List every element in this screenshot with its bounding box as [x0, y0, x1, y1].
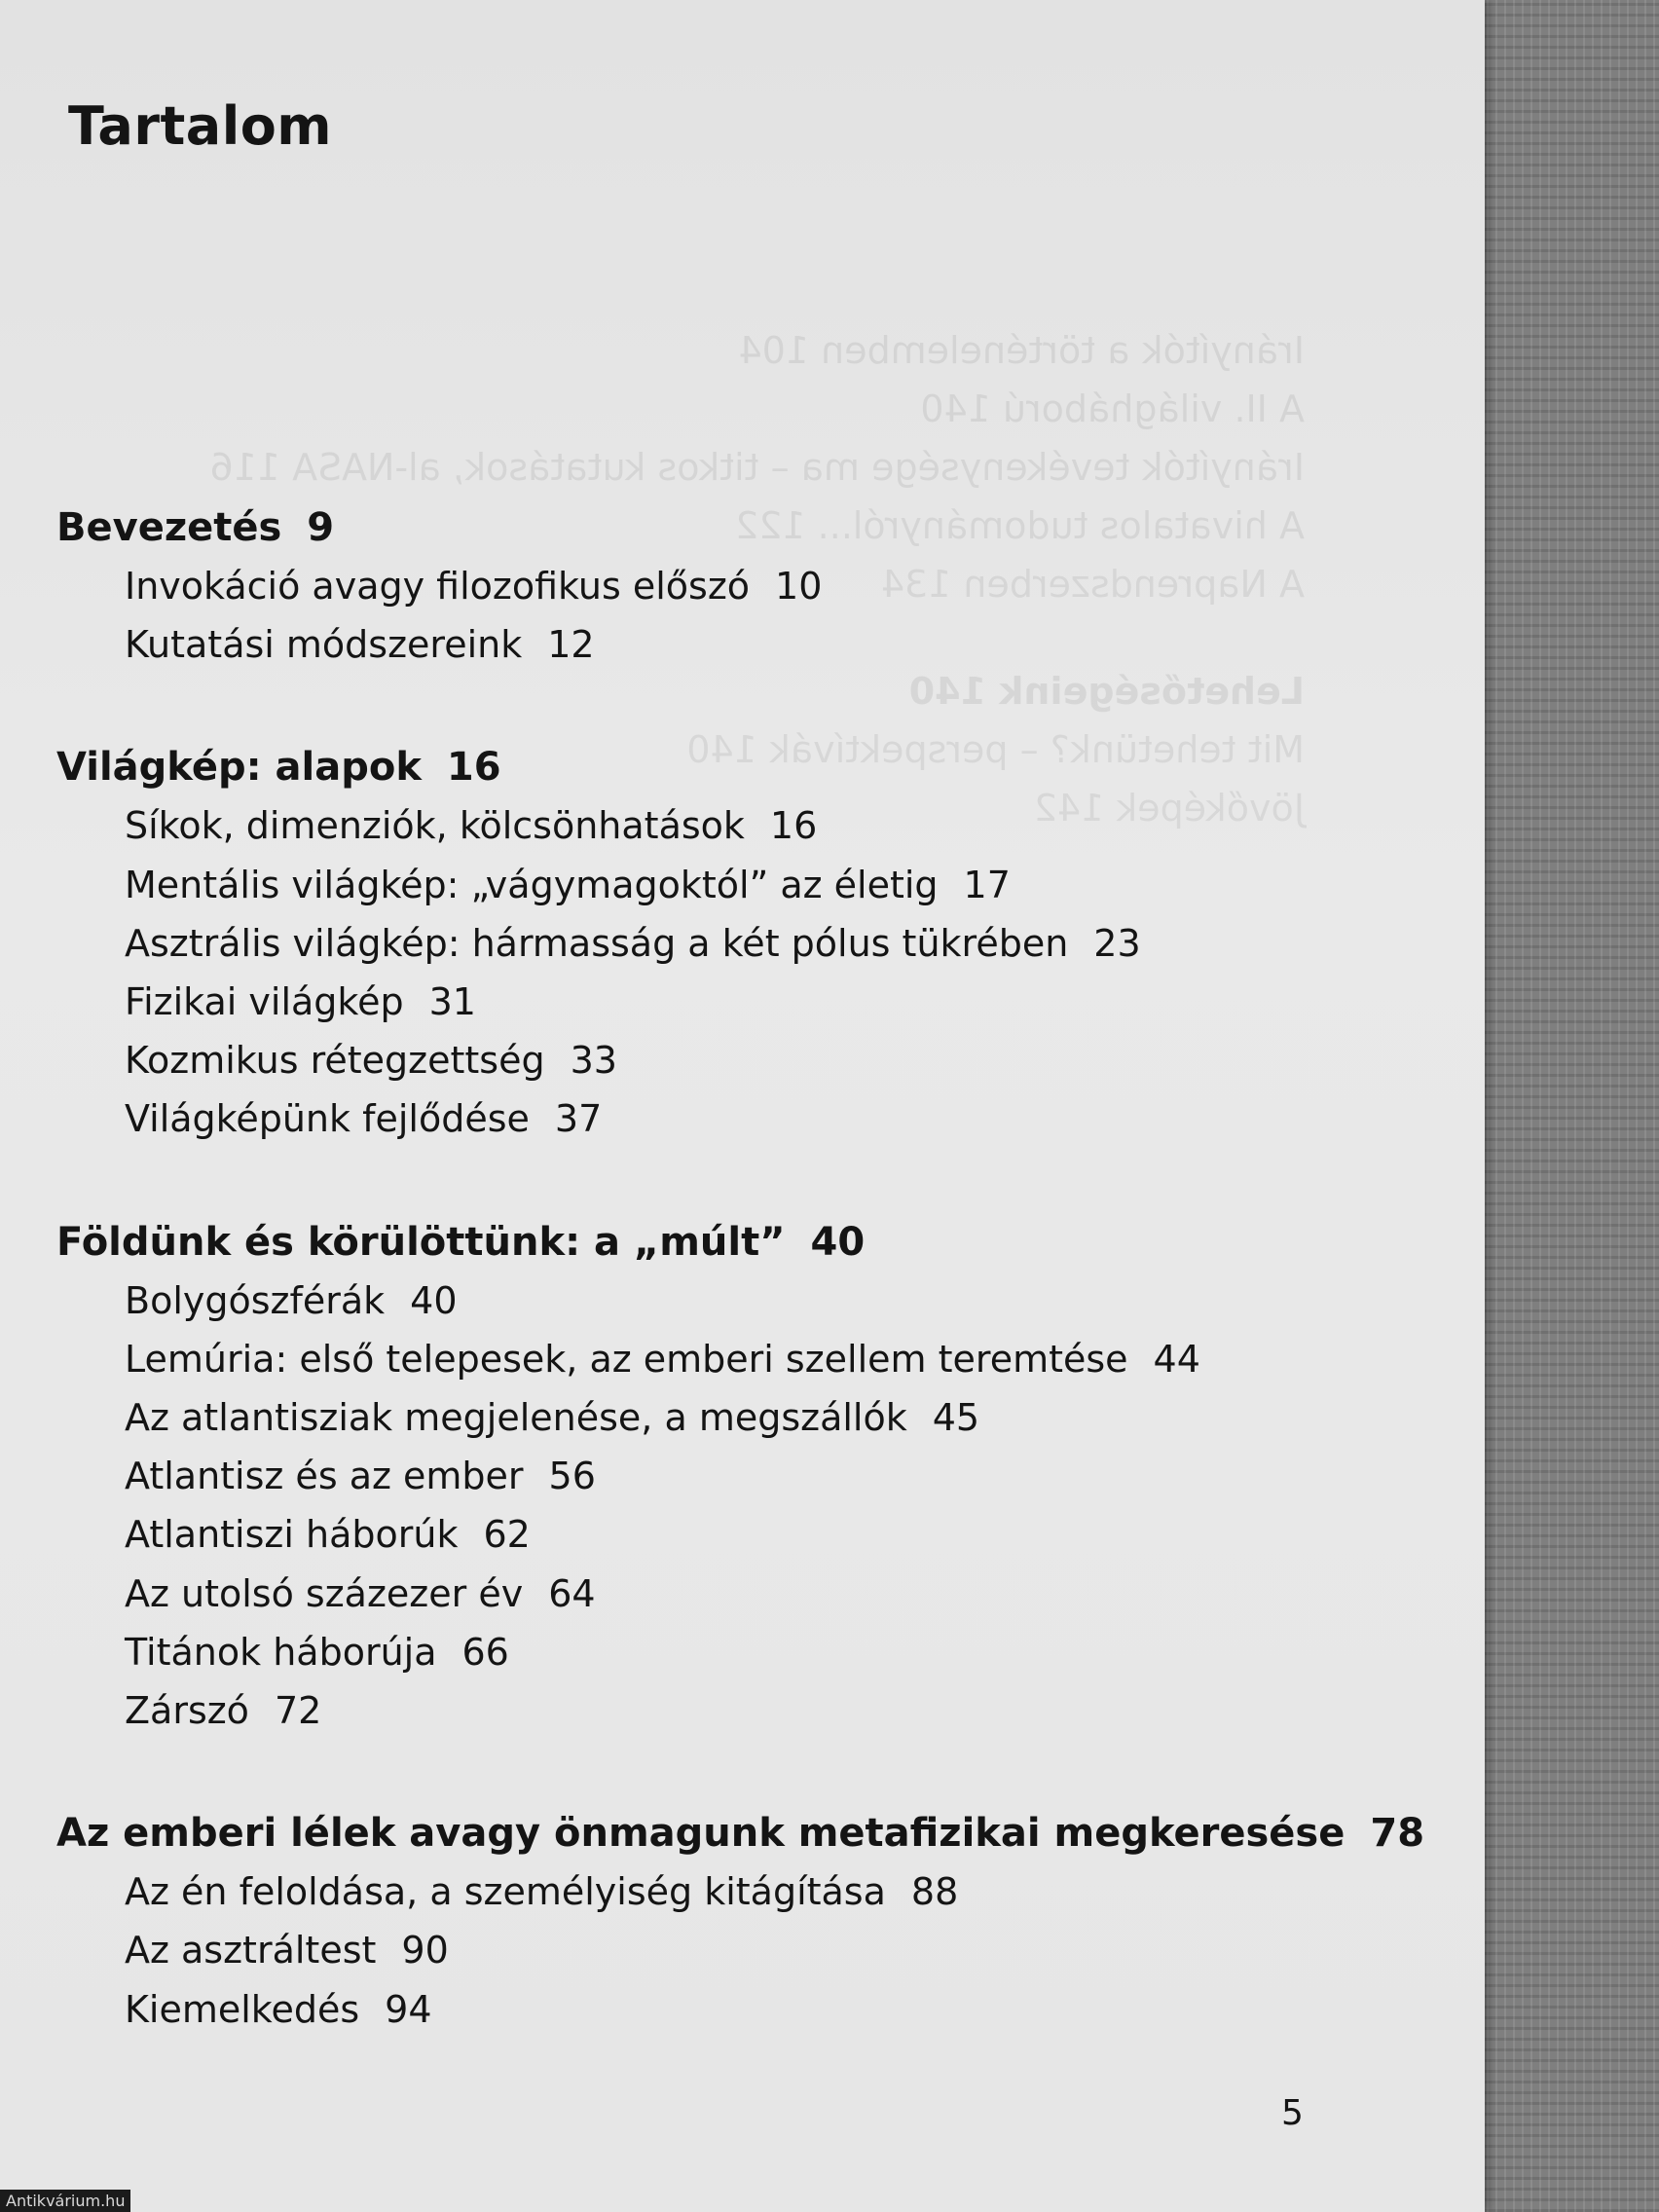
entry-page-number: 64	[548, 1571, 596, 1615]
entry-title: Atlantisz és az ember	[125, 1455, 524, 1498]
entry-page-number: 56	[548, 1455, 596, 1498]
toc-entry	[56, 973, 1419, 1031]
section-title: Bevezetés	[56, 505, 282, 550]
entry-title: Síkok, dimenziók, kölcsönhatások	[125, 804, 745, 848]
section-page-number: 9	[307, 505, 335, 550]
section-title: Földünk és körülöttünk: a „múlt”	[56, 1219, 786, 1265]
toc-entry	[56, 1681, 1419, 1740]
show-through-line: Lehetőségeink 140	[908, 670, 1305, 713]
entry-page-number: 31	[428, 980, 476, 1024]
toc-section	[56, 1213, 1419, 1741]
show-through-line: A II. világháború 140	[920, 387, 1305, 430]
entry-title: Kiemelkedés	[125, 1987, 360, 2031]
section-heading	[56, 738, 1419, 796]
entry-page-number: 72	[274, 1689, 322, 1733]
toc-entry	[56, 1862, 1419, 1921]
entry-page-number: 90	[401, 1929, 449, 1972]
page-number: 5	[1281, 2093, 1304, 2133]
toc-entry	[56, 615, 1419, 674]
entry-title: Az asztráltest	[125, 1929, 377, 1972]
show-through-line: Irányítók a történelemben 104	[738, 329, 1305, 372]
toc-entry	[56, 557, 1419, 615]
show-through-line: Mit tehetünk? – perspektívák 140	[686, 728, 1305, 771]
toc-entry	[56, 914, 1419, 973]
entry-title: Lemúria: első telepesek, az emberi szellem teremtése	[125, 1337, 1128, 1381]
toc-entry	[56, 856, 1419, 914]
entry-title: Atlantiszi háborúk	[125, 1513, 459, 1557]
entry-title: Az atlantisziak megjelenése, a megszállók	[125, 1396, 907, 1440]
toc-entry	[56, 1980, 1419, 2039]
entry-page-number: 88	[910, 1870, 959, 1914]
entry-title: Az én feloldása, a személyiség kitágítása	[125, 1870, 886, 1914]
entry-title: Világképünk fejlődése	[125, 1097, 530, 1141]
toc-section	[56, 738, 1419, 1148]
section-page-number: 40	[810, 1219, 866, 1265]
section-title: Világkép: alapok	[56, 745, 422, 791]
entry-page-number: 94	[385, 1987, 432, 2031]
section-heading	[56, 1804, 1425, 1862]
book-edge-background	[1460, 0, 1659, 2212]
toc-entry	[56, 1388, 1419, 1447]
toc-section	[56, 1804, 1425, 2039]
toc-entry	[56, 1921, 1419, 1979]
toc-entry	[56, 1031, 1419, 1089]
entry-title: Asztrális világkép: hármasság a két pólus tükrében	[125, 921, 1069, 965]
entry-page-number: 40	[410, 1278, 458, 1322]
toc-entry	[56, 1623, 1419, 1681]
entry-page-number: 23	[1093, 921, 1141, 965]
entry-title: Bolygószférák	[125, 1278, 386, 1322]
entry-page-number: 44	[1153, 1337, 1200, 1381]
entry-page-number: 10	[775, 565, 823, 608]
show-through-line: A hivatalos tudományról... 122	[734, 504, 1305, 547]
toc-entry	[56, 1565, 1419, 1623]
toc-entry	[56, 1330, 1419, 1388]
entry-page-number: 33	[570, 1039, 617, 1083]
entry-page-number: 16	[769, 804, 818, 848]
section-heading	[56, 498, 1419, 557]
entry-page-number: 12	[547, 623, 595, 667]
entry-title: Invokáció avagy filozofikus előszó	[125, 565, 751, 608]
entry-title: Kozmikus rétegzettség	[125, 1039, 545, 1083]
page-title: Tartalom	[68, 95, 333, 157]
entry-title: Zárszó	[125, 1689, 249, 1733]
watermark-label: Antikvárium.hu	[0, 2190, 130, 2212]
entry-title: Mentális világkép: „vágymagoktól” az életig	[125, 863, 939, 906]
show-through-line: Jövőképek 142	[1033, 787, 1305, 830]
toc-entry	[56, 796, 1419, 855]
entry-title: Fizikai világkép	[125, 980, 404, 1024]
toc-entry	[56, 1272, 1419, 1330]
toc-entry	[56, 1505, 1419, 1564]
entry-page-number: 62	[483, 1513, 531, 1557]
entry-title: Az utolsó százezer év	[125, 1571, 524, 1615]
table-of-contents	[56, 498, 1425, 2103]
entry-title: Kutatási módszereink	[125, 623, 523, 667]
entry-page-number: 37	[554, 1097, 603, 1141]
toc-section	[56, 498, 1419, 674]
show-through-line: Irányítók tevékenysége ma – titkos kutatások, al-NASA 116	[209, 446, 1305, 489]
entry-page-number: 45	[932, 1396, 980, 1440]
section-heading	[56, 1213, 1419, 1272]
toc-entry	[56, 1089, 1419, 1148]
toc-entry	[56, 1447, 1419, 1505]
entry-page-number: 17	[963, 863, 1011, 906]
show-through-line: A Naprendszerben 134	[880, 563, 1305, 606]
section-page-number: 78	[1370, 1811, 1425, 1857]
entry-title: Titánok háborúja	[125, 1630, 437, 1674]
entry-page-number: 66	[461, 1630, 509, 1674]
section-page-number: 16	[446, 745, 501, 791]
section-title: Az emberi lélek avagy önmagunk metafizikai megkeresése	[56, 1811, 1346, 1857]
